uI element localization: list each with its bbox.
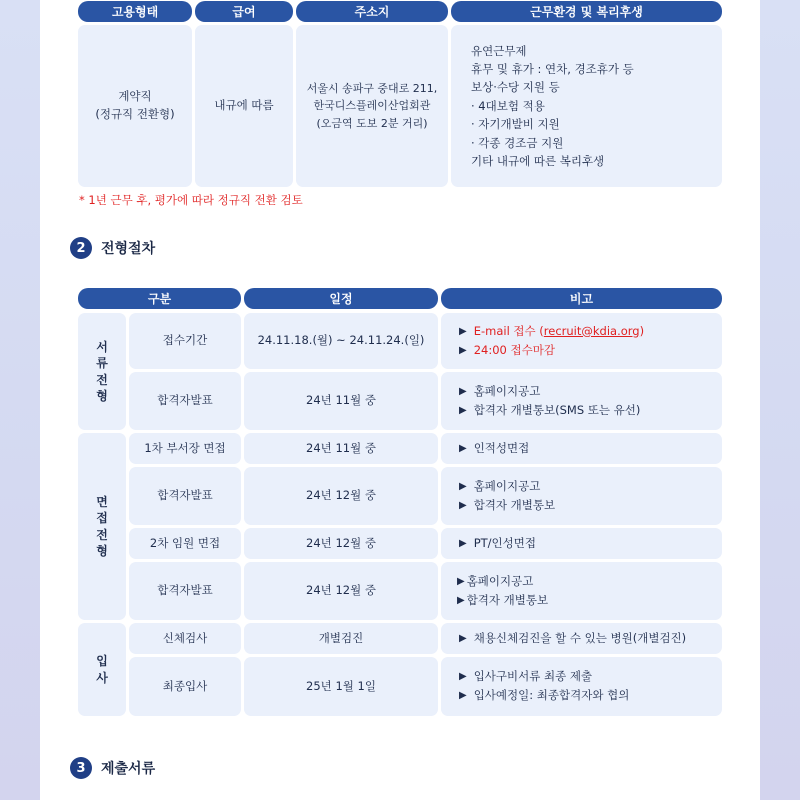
remark-text: 인적성면접 <box>473 440 530 455</box>
stage-cell: 2차 임원 면접 <box>129 528 241 559</box>
stage-cell: 접수기간 <box>129 313 241 369</box>
remarks-cell <box>441 467 722 525</box>
remark-line <box>459 687 629 705</box>
section-title: 전형절차 <box>101 241 156 257</box>
remark-text: 입사구비서류 최종 제출 <box>473 669 593 684</box>
remark-line <box>459 402 640 420</box>
date-cell: 24년 11월 중 <box>244 433 438 464</box>
remark-text: 합격자 개별통보(SMS 또는 유선) <box>473 402 641 417</box>
remark-line <box>459 630 686 648</box>
arrow-icon: ▶ <box>459 404 467 416</box>
employment-type-cell: 계약직 (정규직 전환형) <box>78 25 192 187</box>
remarks-cell <box>441 372 722 430</box>
header-benefits: 근무환경 및 복리후생 <box>451 1 722 22</box>
remarks-cell <box>441 657 722 716</box>
header-category: 구분 <box>78 288 241 309</box>
remark-text: 합격자 개별통보 <box>466 592 549 607</box>
remark-line <box>457 573 548 591</box>
remark-line <box>459 323 644 341</box>
section-title: 제출서류 <box>101 761 156 777</box>
remark-line <box>459 383 640 401</box>
group-interview: 면 접 전 형 <box>78 433 126 620</box>
stage-cell: 1차 부서장 면접 <box>129 433 241 464</box>
remark-text: 홈페이지공고 <box>466 573 534 588</box>
date-cell: 개별검진 <box>244 623 438 654</box>
email-submission-suffix: ) <box>639 323 645 338</box>
remark-line <box>459 342 644 360</box>
date-cell: 24년 12월 중 <box>244 467 438 525</box>
remark-text: 채용신체검진을 할 수 있는 병원(개별검진) <box>473 630 687 645</box>
arrow-icon: ▶ <box>459 344 467 356</box>
arrow-icon: ▶ <box>459 442 467 454</box>
arrow-icon: ▶ <box>459 325 467 337</box>
section-2-heading <box>70 237 155 259</box>
arrow-icon: ▶ <box>457 594 465 606</box>
remark-text: 합격자 개별통보 <box>473 497 556 512</box>
remarks-cell <box>441 313 722 369</box>
arrow-icon: ▶ <box>459 537 467 549</box>
remarks-cell <box>441 623 722 654</box>
date-cell: 25년 1월 1일 <box>244 657 438 716</box>
header-schedule: 일정 <box>244 288 438 309</box>
group-onboarding: 입 사 <box>78 623 126 716</box>
remark-line <box>459 497 555 515</box>
remark-text: 입사예정일: 최종합격자와 협의 <box>473 688 630 702</box>
job-posting-page <box>40 0 760 800</box>
section-number-badge: 3 <box>70 757 92 779</box>
conversion-note: * 1년 근무 후, 평가에 따라 정규직 전환 검토 <box>79 193 303 207</box>
arrow-icon: ▶ <box>459 480 467 492</box>
remark-line <box>459 535 536 553</box>
header-remarks: 비고 <box>441 288 722 309</box>
arrow-icon: ▶ <box>459 385 467 397</box>
date-cell: 24년 12월 중 <box>244 562 438 620</box>
arrow-icon: ▶ <box>459 499 467 511</box>
date-cell: 24.11.18.(월) ~ 24.11.24.(일) <box>244 313 438 369</box>
remarks-cell <box>441 528 722 559</box>
remark-text: 홈페이지공고 <box>473 478 541 493</box>
remark-line <box>457 592 548 610</box>
benefits-cell: 유연근무제 휴무 및 휴가 : 연차, 경조휴가 등 보상·수당 지원 등 · 4대보험 적용 · 자기개발비 지원 · 각종 경조금 지원 기타 내규에 따른 복리후생 <box>451 25 722 187</box>
remark-text: PT/인성면접 <box>473 535 536 550</box>
header-employment-type: 고용형태 <box>78 1 192 22</box>
remarks-cell <box>441 562 722 620</box>
section-number-badge: 2 <box>70 237 92 259</box>
stage-cell: 신체검사 <box>129 623 241 654</box>
email-submission-text: E-mail 접수 ( <box>473 323 544 338</box>
arrow-icon: ▶ <box>459 690 467 702</box>
stage-cell: 최종입사 <box>129 657 241 716</box>
date-cell: 24년 11월 중 <box>244 372 438 430</box>
remark-line <box>459 478 555 496</box>
section-3-heading <box>70 757 155 779</box>
group-document-screening: 서 류 전 형 <box>78 313 126 430</box>
header-salary: 급여 <box>195 1 293 22</box>
arrow-icon: ▶ <box>459 632 467 644</box>
remarks-cell <box>441 433 722 464</box>
header-address: 주소지 <box>296 1 448 22</box>
remark-line <box>459 440 529 458</box>
address-cell: 서울시 송파구 중대로 211, 한국디스플레이산업회관 (오금역 도보 2분 거리) <box>296 25 448 187</box>
recruit-email-link[interactable]: recruit@kdia.org <box>543 323 640 338</box>
stage-cell: 합격자발표 <box>129 562 241 620</box>
arrow-icon: ▶ <box>459 671 467 683</box>
stage-cell: 합격자발표 <box>129 372 241 430</box>
remark-text: 홈페이지공고 <box>473 383 541 398</box>
deadline-text: 24:00 접수마감 <box>473 342 555 357</box>
date-cell: 24년 12월 중 <box>244 528 438 559</box>
remark-line <box>459 668 629 686</box>
stage-cell: 합격자발표 <box>129 467 241 525</box>
arrow-icon: ▶ <box>457 575 465 587</box>
salary-cell: 내규에 따름 <box>195 25 293 187</box>
